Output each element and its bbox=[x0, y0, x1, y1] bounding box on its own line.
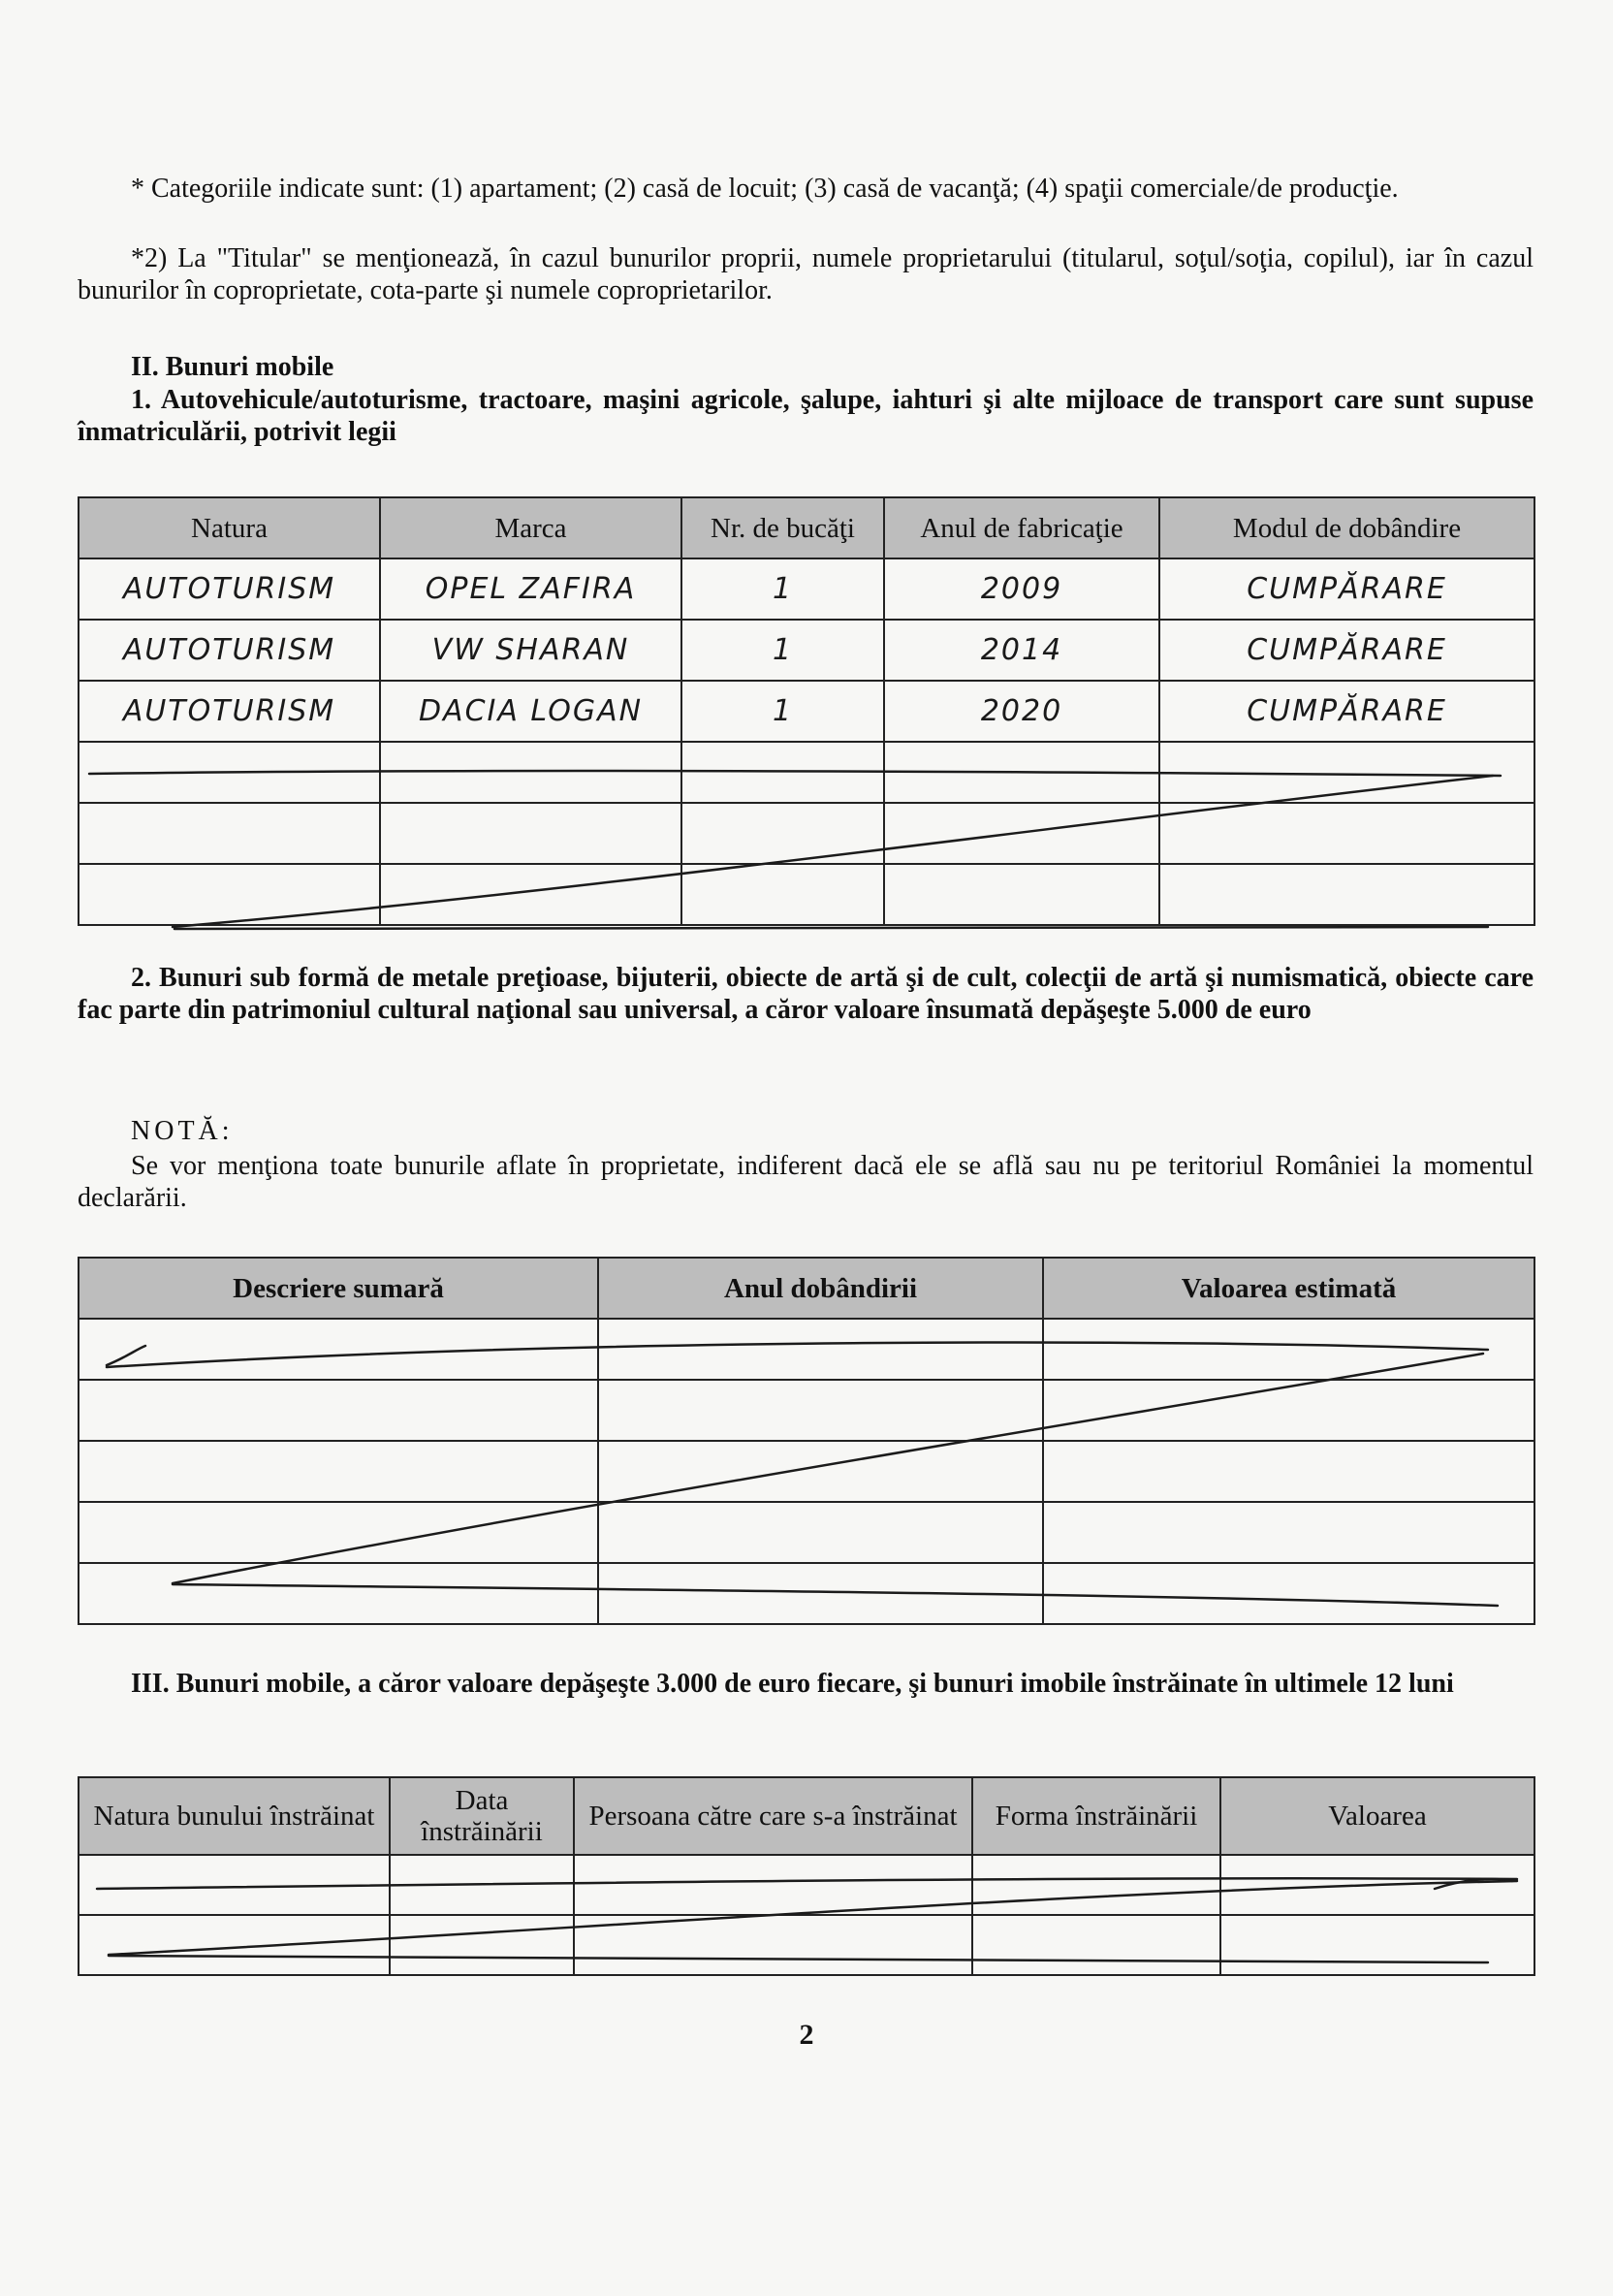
nota-text: Se vor menţiona toate bunurile aflate în proprietate, indiferent dacă ele se află sau nu pe teritoriul României la momentul declarării. bbox=[78, 1151, 1534, 1213]
column-header-nr-bucati: Nr. de bucăţi bbox=[681, 497, 884, 558]
cell-mod-dobandire: CUMPĂRARE bbox=[1159, 558, 1534, 620]
strike-line bbox=[174, 926, 1488, 929]
cell-natura: AUTOTURISM bbox=[79, 558, 380, 620]
cell-marca: OPEL ZAFIRA bbox=[380, 558, 681, 620]
cell-mod-dobandire: CUMPĂRARE bbox=[1159, 681, 1534, 742]
column-header-valoarea: Valoarea bbox=[1220, 1777, 1534, 1855]
cell-an-fabricatie: 2014 bbox=[884, 620, 1159, 681]
nota-label: NOTĂ: bbox=[131, 1116, 234, 1146]
table-row-empty bbox=[79, 1380, 1534, 1441]
column-header-an-dobandire: Anul dobândirii bbox=[598, 1258, 1043, 1319]
cell-an-fabricatie: 2009 bbox=[884, 558, 1159, 620]
cell-nr-bucati: 1 bbox=[681, 558, 884, 620]
section-title-bunuri-mobile: II. Bunuri mobile bbox=[131, 352, 334, 382]
table-row-empty bbox=[79, 742, 1534, 803]
cell-marca: DACIA LOGAN bbox=[380, 681, 681, 742]
page-number: 2 bbox=[799, 2019, 814, 2051]
column-header-natura-bunului: Natura bunului înstrăinat bbox=[79, 1777, 390, 1855]
column-header-persoana: Persoana către care s-a înstrăinat bbox=[574, 1777, 972, 1855]
section-title-bunuri-instrainate: III. Bunuri mobile, a căror valoare depăşeşte 3.000 de euro fiecare, şi bunuri imobile înstrăinate în ultimele 12 luni bbox=[131, 1669, 1454, 1699]
footnote-titular: *2) La "Titular" se menţionează, în cazul bunurilor proprii, numele proprietarului (titularul, soţul/soţia, copilul), iar în cazul bunurilor în coproprietate, cota-parte şi numele coproprietarilor. bbox=[78, 243, 1534, 305]
table-row-empty bbox=[79, 1563, 1534, 1624]
table-row bbox=[79, 620, 1534, 681]
table-row-empty bbox=[79, 1502, 1534, 1563]
column-header-natura: Natura bbox=[79, 497, 380, 558]
cell-nr-bucati: 1 bbox=[681, 620, 884, 681]
table-row-empty bbox=[79, 1441, 1534, 1502]
subsection-title-bunuri-pretioase: 2. Bunuri sub formă de metale preţioase, bijuterii, obiecte de artă şi de cult, colecţii de artă şi numismatică, obiecte care fac parte din patrimoniul cultural naţional sau universal, a căror valoare însumată depăşeşte 5.000 de euro bbox=[78, 963, 1534, 1025]
table-row-empty bbox=[79, 1319, 1534, 1380]
footnote-categories: * Categoriile indicate sunt: (1) apartament; (2) casă de locuit; (3) casă de vacanţă; (4) spaţii comerciale/de producţie. bbox=[131, 174, 1399, 204]
vehicles-table bbox=[78, 496, 1535, 926]
cell-marca: VW SHARAN bbox=[380, 620, 681, 681]
column-header-mod-dobandire: Modul de dobândire bbox=[1159, 497, 1534, 558]
table-row-empty bbox=[79, 864, 1534, 925]
column-header-an-fabricatie: Anul de fabricaţie bbox=[884, 497, 1159, 558]
column-header-data-instrainarii: Data înstrăinării bbox=[390, 1777, 574, 1855]
valuables-table bbox=[78, 1257, 1535, 1625]
table-row bbox=[79, 681, 1534, 742]
alienated-assets-table bbox=[78, 1776, 1535, 1976]
table-row-empty bbox=[79, 1915, 1534, 1975]
cell-mod-dobandire: CUMPĂRARE bbox=[1159, 620, 1534, 681]
column-header-marca: Marca bbox=[380, 497, 681, 558]
cell-natura: AUTOTURISM bbox=[79, 620, 380, 681]
column-header-descriere: Descriere sumară bbox=[79, 1258, 598, 1319]
column-header-valoare-estimata: Valoarea estimată bbox=[1043, 1258, 1534, 1319]
table-row-empty bbox=[79, 803, 1534, 864]
table-row-empty bbox=[79, 1855, 1534, 1915]
cell-an-fabricatie: 2020 bbox=[884, 681, 1159, 742]
cell-nr-bucati: 1 bbox=[681, 681, 884, 742]
cell-natura: AUTOTURISM bbox=[79, 681, 380, 742]
column-header-forma-instrainarii: Forma înstrăinării bbox=[972, 1777, 1220, 1855]
table-row bbox=[79, 558, 1534, 620]
subsection-title-autovehicule: 1. Autovehicule/autoturisme, tractoare, maşini agricole, şalupe, iahturi şi alte mijloace de transport care sunt supuse înmatriculării, potrivit legii bbox=[78, 385, 1534, 447]
